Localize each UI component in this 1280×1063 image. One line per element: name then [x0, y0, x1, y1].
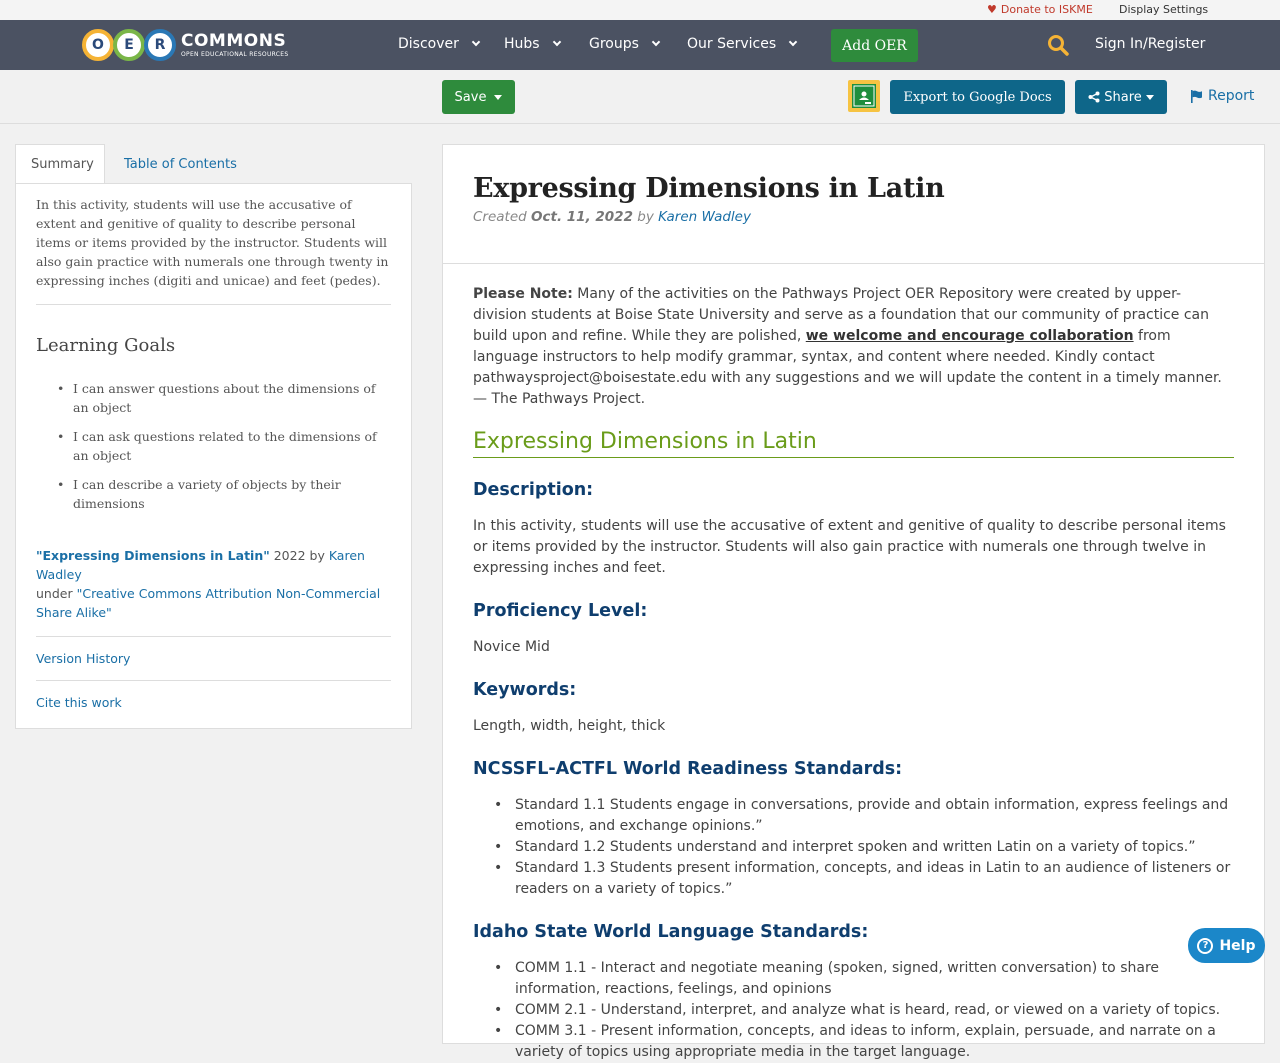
list-item: • Standard 1.1 Students engage in conversations, provide and obtain information, express feelings and emotions, and exchange opinions.” [494, 795, 1234, 837]
chevron-down-icon [552, 38, 560, 46]
display-settings-link[interactable]: Display Settings [1119, 3, 1209, 16]
list-item: • I can describe a variety of objects by their dimensions [55, 475, 391, 513]
tab-table-of-contents[interactable]: Table of Contents [124, 156, 237, 172]
resource-header [443, 145, 1264, 264]
resource-content [442, 144, 1265, 1060]
nav-discover[interactable]: Discover [398, 36, 479, 52]
keywords-heading: Keywords: [473, 680, 577, 700]
license-link[interactable]: "Creative Commons Attribution Non-Commercial Share Alike" [36, 586, 381, 620]
add-oer-button[interactable]: Add OER [831, 29, 918, 62]
sign-in-register-link[interactable]: Sign In/Register [1095, 36, 1206, 52]
keywords-text: Length, width, height, thick [473, 718, 666, 734]
flag-icon [1190, 90, 1203, 103]
export-google-docs-button[interactable]: Export to Google Docs [890, 80, 1065, 114]
logo-letter-r: R [144, 29, 176, 61]
list-item: • COMM 3.1 - Present information, concepts, and ideas to inform, explain, persuade, and narrate on a variety of topics using appropriate media in the target language. [494, 1021, 1234, 1063]
chevron-down-icon [789, 38, 797, 46]
main-nav [0, 20, 1280, 70]
list-item: • I can ask questions related to the dimensions of an object [55, 427, 391, 465]
save-button[interactable]: Save [442, 80, 515, 114]
list-item: • Standard 1.3 Students present information, concepts, and ideas in Latin to an audience of listeners or readers on a variety of topics.” [494, 858, 1234, 900]
caret-down-icon [494, 95, 502, 100]
list-item: • Standard 1.2 Students understand and interpret spoken and written Latin on a variety of topics.” [494, 837, 1234, 858]
utility-bar [0, 0, 1280, 20]
logo-wordmark: COMMONS OPEN EDUCATIONAL RESOURCES [181, 30, 289, 58]
nav-groups[interactable]: Groups [589, 36, 659, 52]
author-link[interactable]: Karen Wadley [658, 209, 751, 225]
chevron-down-icon [652, 38, 660, 46]
ncssfl-standards-list [473, 795, 1234, 900]
please-note: Please Note: Many of the activities on the Pathways Project OER Repository were created by upper-division students at Boise State University and serve as a foundation that our community of practice can build upon and refine. While they are polished, we welcome and encourage collaboration from language instructors to help modify grammar, syntax, and content where needed. Kindly contact pathwaysproject@boisestate.edu with any suggestions and we will update the content in a timely manner. — The Pathways Project. [473, 286, 1222, 407]
nav-hubs[interactable]: Hubs [504, 36, 560, 52]
attribution: "Expressing Dimensions in Latin" 2022 by Karen Wadley under "Creative Commons Attribution Non-Commercial Share Alike" [36, 546, 391, 637]
author-link[interactable]: Karen Wadley [36, 548, 365, 582]
chevron-down-icon [472, 38, 480, 46]
proficiency-text: Novice Mid [473, 639, 550, 655]
cite-this-work-link[interactable]: Cite this work [36, 695, 122, 710]
heart-icon: ♥ [987, 3, 997, 16]
google-classroom-icon [852, 84, 876, 108]
description-text: In this activity, students will use the accusative of extent and genitive of quality to describe personal items or items provided by the instructor. Students will also gain practice with numerals one through twelve in expressing inches and feet. [473, 518, 1226, 576]
learning-goals-heading: Learning Goals [36, 335, 176, 356]
list-item: • COMM 2.1 - Understand, interpret, and analyze what is heard, read, or viewed on a variety of topics. [494, 1000, 1234, 1021]
idaho-standards-list [473, 958, 1234, 1063]
version-history-link[interactable]: Version History [36, 637, 391, 681]
page-title: Expressing Dimensions in Latin [473, 173, 945, 204]
nav-our-services[interactable]: Our Services [687, 36, 796, 52]
resource-toolbar [0, 70, 1280, 124]
created-meta: Created Oct. 11, 2022 by Karen Wadley [473, 209, 751, 225]
section-title: Expressing Dimensions in Latin [473, 428, 1234, 458]
proficiency-heading: Proficiency Level: [473, 601, 648, 621]
created-date: Oct. 11, 2022 [531, 209, 633, 225]
resource-body [443, 264, 1264, 1063]
learning-goals-list [36, 379, 391, 513]
report-link[interactable]: Report [1190, 88, 1254, 104]
summary-text: In this activity, students will use the accusative of extent and genitive of quality to describe personal items or items provided by the instructor. Students will also gain practice with numerals one through twenty in expressing inches (digiti and unicae) and feet (pedes). [36, 195, 391, 305]
question-icon: ? [1197, 938, 1213, 954]
oer-commons-logo[interactable] [82, 25, 289, 65]
caret-down-icon [1146, 95, 1154, 100]
share-button[interactable]: Share [1075, 80, 1167, 114]
summary-panel [15, 183, 412, 729]
sidebar-tabs [15, 144, 412, 184]
work-title-link[interactable]: "Expressing Dimensions in Latin" [36, 548, 270, 563]
share-icon [1088, 91, 1100, 103]
ncssfl-heading: NCSSFL-ACTFL World Readiness Standards: [473, 759, 903, 779]
donate-link[interactable]: ♥ Donate to ISKME [987, 3, 1093, 16]
description-heading: Description: [473, 480, 594, 500]
idaho-heading: Idaho State World Language Standards: [473, 922, 869, 942]
list-item: • COMM 1.1 - Interact and negotiate meaning (spoken, signed, written conversation) to share information, reactions, feelings, and opinions [494, 958, 1234, 1000]
help-button[interactable]: ? Help [1188, 928, 1265, 963]
tab-summary[interactable]: Summary [15, 144, 105, 184]
search-icon[interactable] [1047, 34, 1069, 56]
logo-letter-o: O [82, 29, 114, 61]
google-classroom-button[interactable] [848, 80, 880, 112]
logo-letter-e: E [113, 29, 145, 61]
list-item: • I can answer questions about the dimensions of an object [55, 379, 391, 417]
